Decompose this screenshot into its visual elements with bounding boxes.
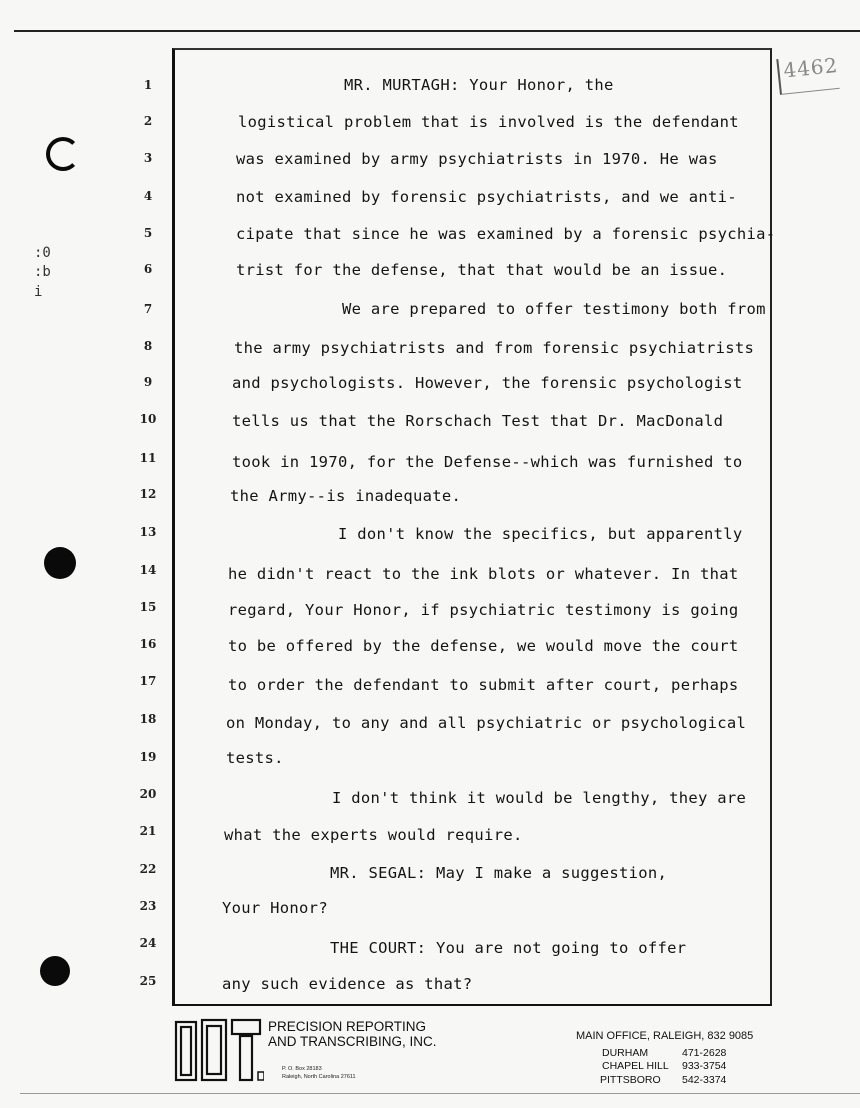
line-number: 3 (143, 151, 153, 165)
punch-hole-top (46, 137, 80, 171)
line-number: 19 (139, 750, 157, 764)
line-number: 2 (143, 114, 153, 128)
top-rule (14, 30, 860, 32)
line-number: 17 (139, 674, 157, 688)
transcript-line: MR. MURTAGH: Your Honor, the (344, 76, 614, 94)
line-number: 13 (139, 525, 157, 539)
transcript-line: not examined by forensic psychiatrists, and we anti- (236, 188, 737, 206)
transcript-line: the Army--is inadequate. (230, 487, 462, 505)
punch-hole-middle (44, 547, 76, 579)
punch-hole-bottom (40, 956, 70, 986)
transcript-line: MR. SEGAL: May I make a suggestion, (330, 864, 668, 882)
main-office: MAIN OFFICE, RALEIGH, 832 9085 (576, 1030, 754, 1042)
line-number: 10 (139, 412, 157, 426)
transcript-line: took in 1970, for the Defense--which was furnished to (232, 453, 743, 471)
company-name-line2: AND TRANSCRIBING, INC. (268, 1034, 437, 1049)
company-address (282, 1065, 356, 1081)
transcript-line: the army psychiatrists and from forensic psychiatrists (234, 339, 755, 357)
transcript-line: tells us that the Rorschach Test that Dr. MacDonald (232, 412, 724, 430)
line-number: 14 (139, 563, 157, 577)
line-number: 1 (143, 78, 153, 92)
margin-mark: :b (34, 264, 51, 280)
line-number: 15 (139, 600, 157, 614)
bottom-rule (20, 1093, 860, 1094)
branch-phone: 542-3374 (682, 1074, 727, 1086)
transcript-line: he didn't react to the ink blots or whatever. In that (228, 565, 739, 583)
line-number: 22 (139, 862, 157, 876)
branch-phone: 933-3754 (682, 1060, 727, 1072)
branch-city: DURHAM (602, 1047, 649, 1059)
line-number: 20 (139, 787, 157, 801)
transcript-line: cipate that since he was examined by a forensic psychia- (236, 225, 776, 243)
transcript-line: We are prepared to offer testimony both from (342, 300, 766, 318)
transcript-line: to be offered by the defense, we would move the court (228, 637, 739, 655)
company-name (268, 1019, 437, 1049)
address-line2: Raleigh, North Carolina 27611 (282, 1074, 356, 1080)
transcript-line: trist for the defense, that that would be an issue. (236, 261, 728, 279)
transcript-line: any such evidence as that? (222, 975, 473, 993)
line-number: 18 (139, 712, 157, 726)
line-number: 8 (143, 339, 153, 353)
transcript-line: I don't think it would be lengthy, they are (332, 789, 747, 807)
transcript-line: Your Honor? (222, 899, 328, 917)
line-number: 4 (143, 189, 153, 203)
address-line1: P. O. Box 28183 (282, 1066, 322, 1072)
page-stamp: 4462 (776, 53, 839, 95)
line-number: 16 (139, 637, 157, 651)
line-number: 11 (139, 451, 157, 465)
company-name-line1: PRECISION REPORTING (268, 1019, 427, 1034)
transcript-line: THE COURT: You are not going to offer (330, 939, 687, 957)
branch-city: PITTSBORO (600, 1074, 661, 1086)
transcript-line: what the experts would require. (224, 826, 523, 844)
transcript-line: regard, Your Honor, if psychiatric testimony is going (228, 601, 739, 619)
line-number: 6 (143, 262, 153, 276)
branch-city: CHAPEL HILL (602, 1060, 669, 1072)
line-number: 21 (139, 824, 157, 838)
line-number: 12 (139, 487, 157, 501)
transcript-line: tests. (226, 749, 284, 767)
line-number: 9 (143, 375, 153, 389)
transcript-line: and psychologists. However, the forensic psychologist (232, 374, 743, 392)
line-number: 25 (139, 974, 157, 988)
transcript-line: logistical problem that is involved is the defendant (238, 113, 739, 131)
margin-mark: :0 (34, 245, 51, 261)
line-number: 24 (139, 936, 157, 950)
line-number: 23 (139, 899, 157, 913)
company-logo (174, 1018, 264, 1084)
transcript-line: to order the defendant to submit after court, perhaps (228, 676, 739, 694)
line-number: 7 (143, 302, 153, 316)
margin-mark: i (34, 284, 43, 300)
branch-phone: 471-2628 (682, 1047, 727, 1059)
line-number: 5 (143, 226, 153, 240)
transcript-line: I don't know the specifics, but apparently (338, 525, 743, 543)
transcript-line: on Monday, to any and all psychiatric or psychological (226, 714, 747, 732)
transcript-line: was examined by army psychiatrists in 1970. He was (236, 150, 718, 168)
